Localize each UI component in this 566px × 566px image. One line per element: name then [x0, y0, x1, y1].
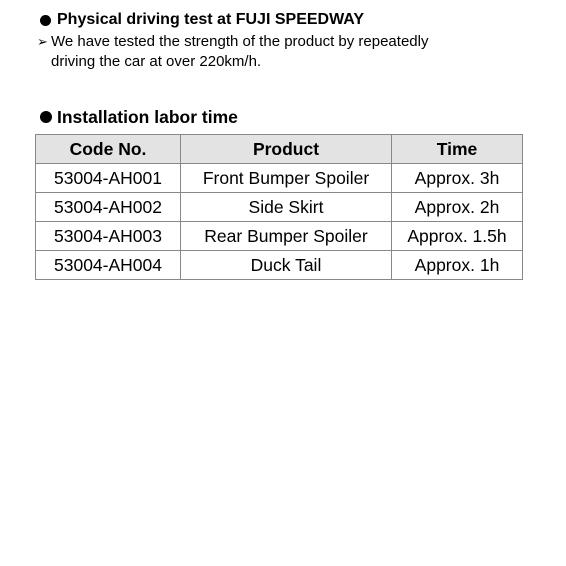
column-header-product: Product: [181, 135, 392, 164]
table-row: [36, 193, 523, 222]
cell-product: Duck Tail: [181, 251, 392, 280]
cell-time: Approx. 3h: [392, 164, 523, 193]
filled-circle-bullet-icon: [40, 15, 51, 26]
labor-time-heading: [40, 106, 540, 128]
driving-test-section: [37, 10, 540, 72]
driving-test-heading-text: Physical driving test at FUJI SPEEDWAY: [57, 11, 365, 28]
filled-circle-bullet-icon: [40, 111, 52, 123]
table-row: [36, 164, 523, 193]
note-line-1: We have tested the strength of the product by repeatedly: [51, 33, 429, 50]
table-header-row: [36, 135, 523, 164]
cell-time: Approx. 1.5h: [392, 222, 523, 251]
labor-time-heading-text: Installation labor time: [57, 106, 238, 127]
labor-time-section: [40, 106, 540, 128]
cell-code: 53004-AH003: [36, 222, 181, 251]
table-row: [36, 222, 523, 251]
labor-time-table: [35, 134, 523, 280]
cell-product: Side Skirt: [181, 193, 392, 222]
note-line-2: driving the car at over 220km/h.: [51, 53, 262, 70]
column-header-time: Time: [392, 135, 523, 164]
cell-code: 53004-AH001: [36, 164, 181, 193]
cell-code: 53004-AH002: [36, 193, 181, 222]
driving-test-heading: [40, 10, 540, 30]
cell-product: Front Bumper Spoiler: [181, 164, 392, 193]
cell-code: 53004-AH004: [36, 251, 181, 280]
driving-test-note: [37, 32, 531, 72]
cell-product: Rear Bumper Spoiler: [181, 222, 392, 251]
column-header-code: Code No.: [36, 135, 181, 164]
table-row: [36, 251, 523, 280]
arrowhead-bullet-icon: ➢: [37, 34, 48, 49]
cell-time: Approx. 1h: [392, 251, 523, 280]
cell-time: Approx. 2h: [392, 193, 523, 222]
